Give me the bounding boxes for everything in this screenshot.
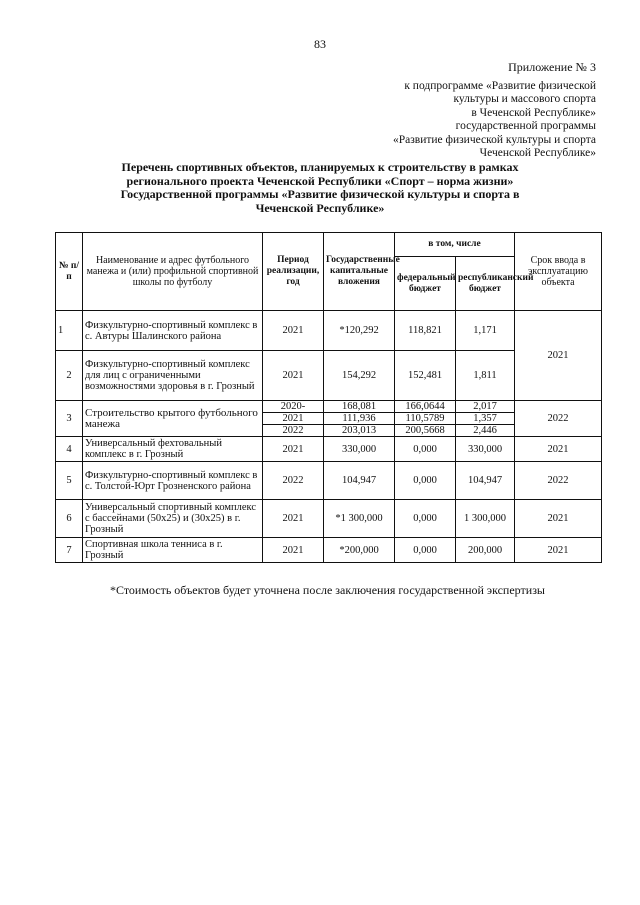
cell-investment: *1 300,000 [324, 500, 395, 538]
cell-num: 2 [56, 351, 83, 401]
table-row [56, 538, 602, 563]
cell-investment: *120,292 [324, 311, 395, 351]
subtitle-line: Чеченской Республике» [479, 147, 596, 160]
cell-name: Строительство крытого футбольного манежа [83, 401, 263, 437]
cell-name: Универсальный фехтовальный комплекс в г. Грозный [83, 437, 263, 462]
header-federal: федеральный бюджет [395, 257, 456, 311]
cell-republic: 1,171 [456, 311, 515, 351]
cell-republic: 2,446 [456, 425, 515, 437]
footnote: *Стоимость объектов будет уточнена после заключения государственной экспертизы [110, 583, 545, 597]
header-commission: Срок ввода в эксплуатацию объекта [515, 233, 602, 311]
cell-period: 2021 [263, 351, 324, 401]
cell-republic: 1,811 [456, 351, 515, 401]
cell-federal: 0,000 [395, 538, 456, 563]
cell-republic: 104,947 [456, 462, 515, 500]
cell-commission: 2021 [515, 311, 602, 401]
cell-investment: 203,013 [324, 425, 395, 437]
table-row [56, 311, 602, 351]
cell-republic: 1 300,000 [456, 500, 515, 538]
cell-federal: 0,000 [395, 500, 456, 538]
cell-commission: 2021 [515, 500, 602, 538]
cell-republic: 330,000 [456, 437, 515, 462]
cell-commission: 2022 [515, 462, 602, 500]
cell-investment: 111,936 [324, 413, 395, 425]
title-line: Чеченской Республике» [255, 200, 385, 215]
cell-num: 7 [56, 538, 83, 563]
appendix-subtitle [393, 80, 596, 160]
subtitle-line: «Развитие физической культуры и спорта [393, 133, 596, 146]
cell-federal: 118,821 [395, 311, 456, 351]
table-row [56, 401, 602, 413]
title-line: регионального проекта Чеченской Республики «Спорт – норма жизни» [126, 173, 514, 188]
cell-num: 1 [56, 311, 83, 351]
cell-federal: 166,0644 [395, 401, 456, 413]
cell-federal: 200,5668 [395, 425, 456, 437]
cell-investment: 154,292 [324, 351, 395, 401]
table-header-row [56, 233, 602, 257]
cell-federal: 152,481 [395, 351, 456, 401]
table-row [56, 500, 602, 538]
title-line: Государственной программы «Развитие физической культуры и спорта в [120, 187, 520, 202]
cell-num: 3 [56, 401, 83, 437]
cell-republic: 2,017 [456, 401, 515, 413]
subtitle-line: к подпрограмме «Развитие физической [404, 80, 596, 92]
cell-investment: *200,000 [324, 538, 395, 563]
table-row [56, 462, 602, 500]
header-num: № п/п [56, 233, 83, 311]
header-investment: Государственные капитальные вложения [324, 233, 395, 311]
cell-period: 2021 [263, 437, 324, 462]
page-number: 83 [314, 37, 326, 51]
cell-commission: 2021 [515, 437, 602, 462]
cell-federal: 110,5789 [395, 413, 456, 425]
cell-name: Спортивная школа тенниса в г. Грозный [83, 538, 263, 563]
cell-name: Физкультурно-спортивный комплекс в с. Толстой-Юрт Грозненского района [83, 462, 263, 500]
cell-period: 2021 [263, 413, 324, 425]
cell-period: 2022 [263, 462, 324, 500]
subtitle-line: государственной программы [455, 120, 596, 133]
subtitle-line: культуры и массового спорта [453, 93, 596, 106]
table-row [56, 437, 602, 462]
header-name: Наименование и адрес футбольного манежа и (или) профильной спортивной школы по футболу [83, 233, 263, 311]
cell-num: 4 [56, 437, 83, 462]
cell-republic: 200,000 [456, 538, 515, 563]
cell-investment: 168,081 [324, 401, 395, 413]
cell-investment: 104,947 [324, 462, 395, 500]
cell-period: 2020- [263, 401, 324, 413]
header-republic: республиканский бюджет [456, 257, 515, 311]
cell-period: 2021 [263, 500, 324, 538]
cell-period: 2021 [263, 538, 324, 563]
cell-num: 5 [56, 462, 83, 500]
cell-federal: 0,000 [395, 437, 456, 462]
header-including: в том, числе [395, 233, 515, 257]
cell-commission: 2021 [515, 538, 602, 563]
cell-num: 6 [56, 500, 83, 538]
cell-investment: 330,000 [324, 437, 395, 462]
cell-name: Физкультурно-спортивный комплекс в с. Автуры Шалинского района [83, 311, 263, 351]
cell-period: 2021 [263, 311, 324, 351]
document-title [80, 161, 560, 215]
subtitle-line: в Чеченской Республике» [471, 106, 596, 119]
title-line: Перечень спортивных объектов, планируемых к строительству в рамках [121, 160, 519, 174]
header-period: Период реализации, год [263, 233, 324, 311]
sports-objects-table [55, 232, 602, 563]
cell-commission: 2022 [515, 401, 602, 437]
cell-republic: 1,357 [456, 413, 515, 425]
cell-name: Физкультурно-спортивный комплекс для лиц с ограниченными возможностями здоровья в г. Грозный [83, 351, 263, 401]
cell-period: 2022 [263, 425, 324, 437]
cell-federal: 0,000 [395, 462, 456, 500]
cell-name: Универсальный спортивный комплекс с бассейнами (50x25) и (30x25) в г. Грозный [83, 500, 263, 538]
appendix-title: Приложение № 3 [508, 60, 596, 74]
